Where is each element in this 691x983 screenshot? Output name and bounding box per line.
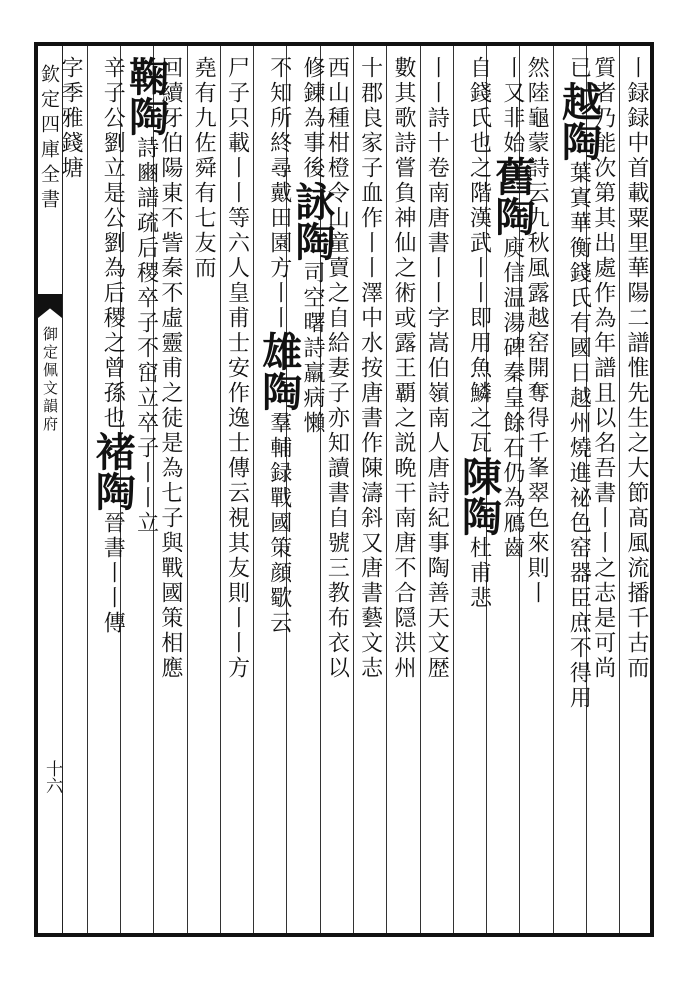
text-column (457, 56, 501, 611)
entry-text: 之階漢武丨丨即用魚鱗之瓦 (466, 156, 492, 456)
frame-border-right (650, 42, 654, 937)
entry-text: 尸子只載丨丨等六人皇甫士安作逸士傳云視其友則丨丨方 (224, 56, 250, 681)
entry-text: 不知所終 (266, 56, 292, 156)
column-ruling-line (420, 46, 421, 933)
entry-text: 回續牙伯陽東不訾秦不虛靈甫之徒是為七子與戰國策相應 (157, 56, 183, 681)
entry-text: 丨丨詩十卷南唐書丨丨字嵩伯嶺南人唐詩紀事陶善天文歴 (424, 56, 450, 681)
fishtail-mark-icon (38, 294, 62, 318)
entry-text: 修錬為事 (300, 56, 326, 156)
entry-text: 晉書丨丨傳 (100, 511, 126, 636)
entry-text: 葉寘華衡錢氏有國日越州燒進祕色窑器臣庶不得用 (566, 161, 592, 711)
entry-text: 辛子公劉立是公劉為后稷之曾孫也 (100, 56, 126, 431)
entry-text: 然陸龜蒙詩云九秋風露越窑開奪得千峯翠色來則丨 (524, 56, 550, 606)
column-ruling-line (187, 46, 188, 933)
frame-border-top (34, 42, 654, 46)
column-ruling-line (353, 46, 354, 933)
entry-text: 自錢氏也 (466, 56, 492, 156)
entry-text: 杜甫悲 (466, 536, 492, 611)
text-column (57, 56, 83, 181)
column-ruling-line (220, 46, 221, 933)
entry-text: 十郡良家子血作丨丨澤中水按唐書作陳濤斜又唐書藝文志 (357, 56, 383, 681)
entry-text: 丨録録中首載粟里華陽二譜惟先生之大節髙風流播千古而 (624, 56, 649, 681)
text-column (223, 56, 249, 681)
column-ruling-line (87, 46, 88, 933)
text-column (357, 56, 383, 681)
column-ruling-line (553, 46, 554, 933)
column-ruling-line (619, 46, 620, 933)
entry-text: 詩豳譜疏后稷卒子不窋立卒子丨丨立 (133, 136, 159, 536)
entry-text: 羣輔録戰國策顔歜云 (266, 411, 292, 636)
margin-page-number: 十六 (42, 760, 62, 794)
entry-headword: 詠陶 (289, 181, 337, 261)
entry-text: 尋戴田園方丨丨 (266, 156, 292, 331)
column-ruling-line (386, 46, 387, 933)
text-column (89, 56, 137, 636)
entry-headword: 褚陶 (89, 431, 137, 511)
text-column (257, 56, 301, 636)
text-column (423, 56, 449, 681)
entry-text: 質者乃能次第其出處作為年譜且以名吾書丨丨之志是可尚 (590, 56, 616, 681)
frame-border-bottom (34, 933, 654, 937)
text-column (190, 56, 216, 281)
entry-headword: 雄陶 (255, 331, 303, 411)
text-column (390, 56, 416, 681)
entry-text: 庾信温湯碑秦皇餘石仍為鴈齒 (499, 236, 525, 561)
text-column (623, 56, 649, 681)
entry-headword: 舊陶 (488, 156, 536, 236)
margin-volume-title: 御定佩文韻府 (41, 326, 59, 434)
entry-text: 已 (566, 56, 592, 81)
entry-text: 數其歌詩嘗負神仙之術或露王覇之説晩干南唐不合隠洪州 (390, 56, 416, 681)
entry-text: 司空曙詩羸病懶 (300, 261, 326, 436)
column-ruling-line (453, 46, 454, 933)
entry-text: 字季雅錢塘 (58, 56, 83, 181)
entry-text: 堯有九佐舜有七友而 (191, 56, 217, 281)
margin-book-title: 欽定四庫全書 (38, 64, 60, 214)
entry-headword: 陳陶 (455, 456, 503, 536)
entry-headword: 鞠陶 (122, 56, 170, 136)
entry-text: 西山種柑橙令山童賣之自給妻子亦知讀書自號三教布衣以 (324, 56, 350, 681)
entry-headword: 越陶 (555, 81, 603, 161)
entry-text: 丨又非始 (499, 56, 525, 156)
entry-text: 後 (300, 156, 326, 181)
column-ruling-line (253, 46, 254, 933)
